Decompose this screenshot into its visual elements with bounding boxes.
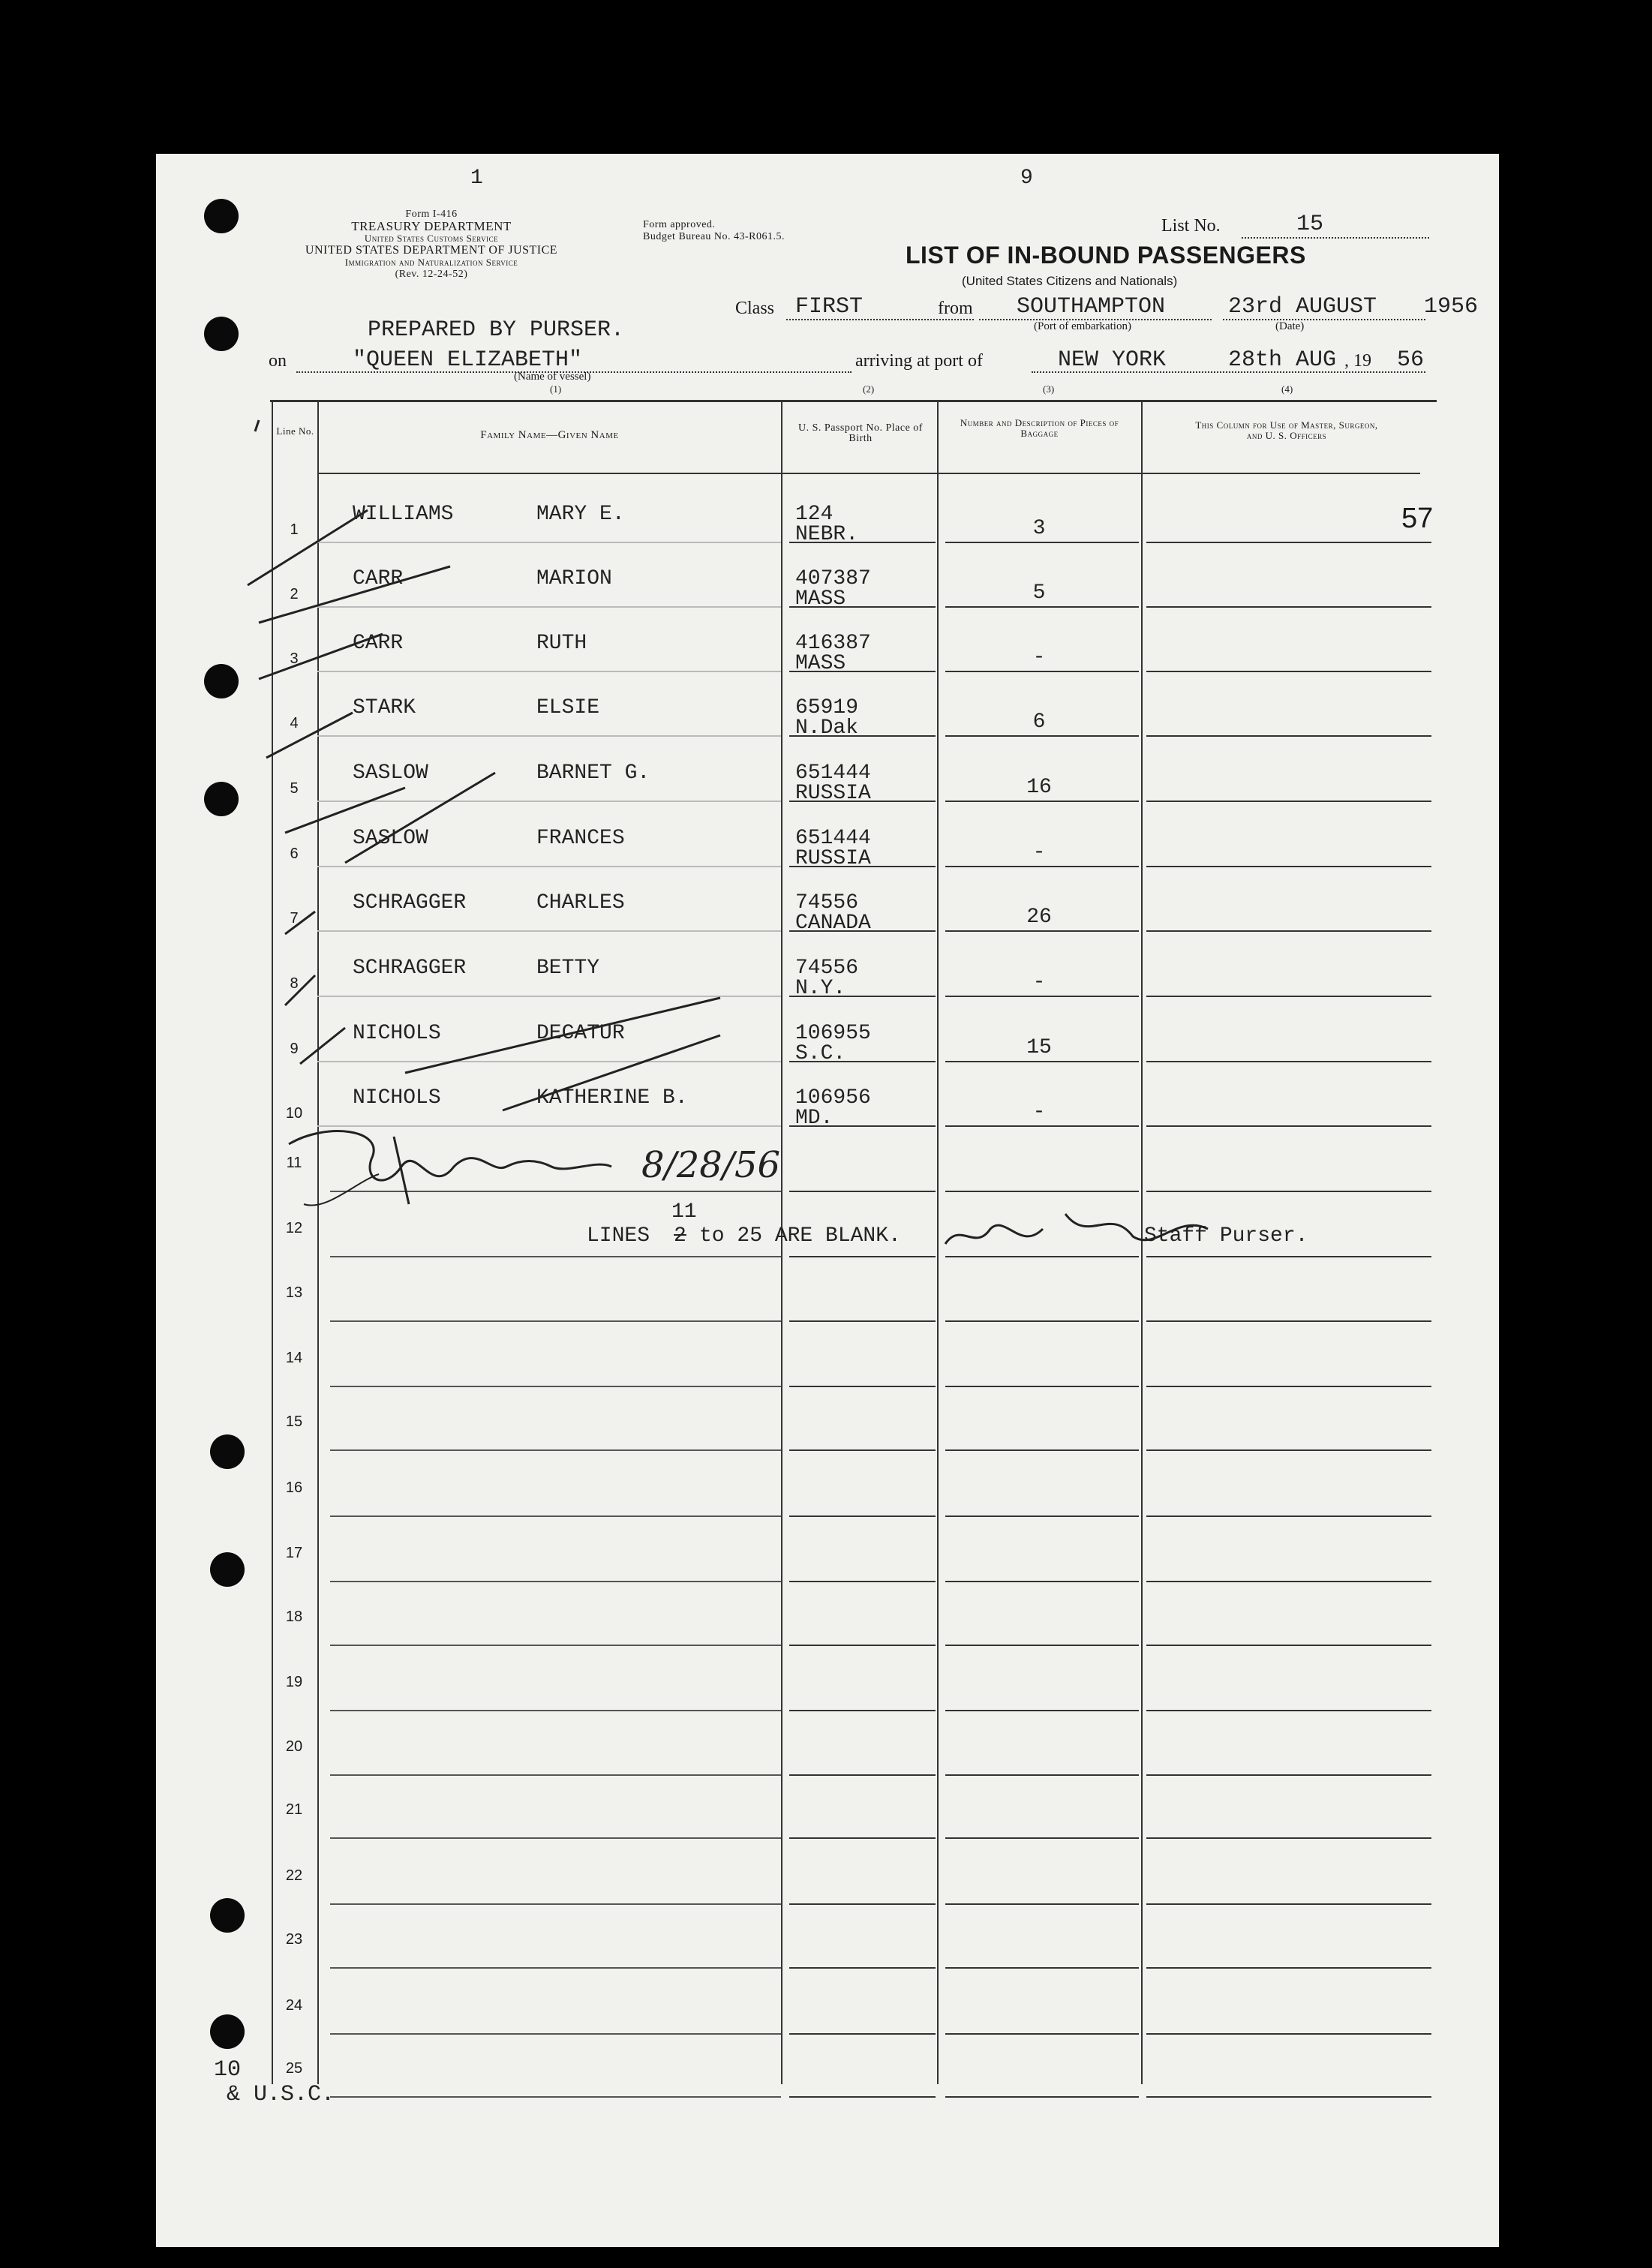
baggage-count: 5: [1032, 581, 1046, 605]
row-rule-baggage: [945, 996, 1139, 997]
given-name: CHARLES: [536, 891, 625, 915]
baggage-count: 15: [1026, 1036, 1052, 1059]
row-rule-baggage: [945, 671, 1139, 672]
row-rule-passport: [789, 1320, 936, 1322]
row-rule-officers: [1146, 866, 1431, 867]
passport-number: 651444: [795, 827, 871, 850]
baggage-count: -: [1032, 971, 1046, 994]
baggage-count: 16: [1026, 776, 1052, 799]
line-number: 21: [285, 1801, 303, 1818]
staff-purser-label: Staff Purser.: [1144, 1224, 1308, 1248]
line-number: 14: [285, 1350, 303, 1366]
row-rule-officers: [1146, 1449, 1431, 1451]
row-rule-officers: [1146, 1645, 1431, 1646]
col-num-4: (4): [1281, 383, 1293, 395]
baggage-count: 26: [1026, 906, 1052, 929]
line-number: 4: [290, 715, 299, 731]
top-mark: 9: [1020, 167, 1033, 190]
date-caption: (Date): [1275, 320, 1305, 332]
given-name: KATHERINE B.: [536, 1086, 688, 1110]
line-number: 2: [290, 586, 299, 602]
budget-bureau: Budget Bureau No. 43-R061.5.: [643, 231, 785, 242]
row-rule-baggage: [945, 2096, 1139, 2098]
table-top-rule: [270, 400, 1437, 402]
row-rule-passport: [789, 1967, 936, 1969]
row-rule-baggage: [945, 1320, 1139, 1322]
date-year: 1956: [1424, 294, 1479, 320]
col-header-name: Family Name—Given Name: [480, 429, 619, 441]
signature-date: 8/28/56: [641, 1144, 781, 1186]
col-header-passport: U. S. Passport No. Place of Birth: [798, 422, 923, 444]
row-rule-officers: [1146, 930, 1431, 932]
row-rule-name: [330, 1903, 781, 1905]
row-rule-passport: [789, 2096, 936, 2098]
given-name: ELSIE: [536, 696, 600, 719]
place-of-birth: RUSSIA: [795, 782, 871, 805]
passport-number: 74556: [795, 891, 859, 915]
row-rule-baggage: [945, 1645, 1139, 1646]
col-header-line: Line No.: [276, 425, 314, 437]
line-number: 7: [290, 910, 299, 927]
row-rule-officers: [1146, 1581, 1431, 1582]
row-rule-name: [330, 1256, 781, 1257]
row-rule-baggage: [945, 1386, 1139, 1387]
place-of-birth: MASS: [795, 587, 846, 611]
line-number: 22: [285, 1867, 303, 1884]
place-of-birth: CANADA: [795, 912, 871, 935]
col-header-baggage: Number and Description of Pieces of Baggage: [960, 417, 1119, 439]
punch-hole: [210, 1552, 245, 1587]
list-no-label: List No.: [1161, 216, 1221, 236]
row-rule-officers: [1146, 1837, 1431, 1839]
passport-number: 65919: [795, 696, 859, 719]
blank-lines-b: to 25 ARE BLANK.: [699, 1224, 901, 1248]
list-no-value: 15: [1296, 212, 1324, 237]
punch-hole: [204, 317, 239, 351]
row-rule-name: [317, 930, 781, 932]
justice-dept: UNITED STATES DEPARTMENT OF JUSTICE: [305, 244, 558, 257]
given-name: RUTH: [536, 632, 587, 655]
row-rule-name: [317, 671, 781, 672]
line-number: 9: [290, 1041, 299, 1057]
form-approved: Form approved.: [643, 219, 716, 230]
row-rule-name: [330, 1581, 781, 1582]
line-number: 20: [285, 1738, 303, 1755]
line-number: 6: [290, 846, 299, 862]
top-mark: 1: [470, 167, 483, 190]
line-correction: 11: [671, 1200, 697, 1224]
row-rule-baggage: [945, 2033, 1139, 2035]
family-name: SCHRAGGER: [353, 891, 467, 915]
row-rule-baggage: [945, 1967, 1139, 1969]
passport-number: 106956: [795, 1086, 871, 1110]
row-rule-passport: [789, 1903, 936, 1905]
row-rule-officers: [1146, 2096, 1431, 2098]
row-rule-passport: [789, 1645, 936, 1646]
given-name: BARNET G.: [536, 762, 650, 785]
blank-lines-struck: 2: [674, 1224, 686, 1248]
col-num-2: (2): [863, 383, 875, 395]
line-number: 3: [290, 650, 299, 667]
place-of-birth: NEBR.: [795, 523, 859, 546]
family-name: SASLOW: [353, 827, 428, 850]
treasury-dept: TREASURY DEPARTMENT: [351, 219, 512, 233]
vessel-caption: (Name of vessel): [514, 371, 591, 383]
row-rule-officers: [1146, 1967, 1431, 1969]
family-name: WILLIAMS: [353, 503, 454, 526]
line-number: 10: [285, 1105, 303, 1122]
row-rule-passport: [789, 2033, 936, 2035]
baggage-count: 3: [1032, 517, 1046, 540]
row-rule-name: [317, 801, 781, 802]
col-header-officers: This Column for Use of Master, Surgeon, and U. S. Officers: [1195, 419, 1378, 441]
row-rule-name: [330, 1774, 781, 1776]
line-number: 16: [285, 1479, 303, 1496]
passport-number: 106955: [795, 1022, 871, 1045]
passport-number: 74556: [795, 957, 859, 980]
given-name: DECATUR: [536, 1022, 625, 1045]
row-rule-baggage: [945, 801, 1139, 802]
from-label: from: [938, 299, 973, 318]
arrival-year: 56: [1397, 347, 1425, 373]
place-of-birth: RUSSIA: [795, 847, 871, 870]
punch-hole: [210, 1434, 245, 1469]
row-rule-baggage: [945, 1449, 1139, 1451]
form-title: LIST OF IN-BOUND PASSENGERS: [906, 242, 1306, 269]
line-number: 24: [285, 1997, 303, 2014]
place-of-birth: N.Dak: [795, 716, 859, 740]
row-rule-name: [317, 1061, 781, 1062]
family-name: CARR: [353, 632, 404, 655]
row-rule-officers: [1146, 801, 1431, 802]
line-number: 13: [285, 1284, 303, 1301]
row-rule-name: [330, 1516, 781, 1517]
row-rule-name: [330, 2033, 781, 2035]
row-rule-officers: [1146, 1320, 1431, 1322]
row-rule-passport: [789, 1256, 936, 1257]
row-rule-baggage: [945, 542, 1139, 543]
place-of-birth: N.Y.: [795, 977, 846, 1000]
punch-hole: [210, 1898, 245, 1933]
port-caption: (Port of embarkation): [1034, 320, 1131, 332]
row-rule-baggage: [945, 1125, 1139, 1127]
row-rule-name: [330, 1967, 781, 1969]
row-rule-baggage: [945, 866, 1139, 867]
row-rule-name: [330, 1386, 781, 1387]
family-name: NICHOLS: [353, 1086, 441, 1110]
place-of-birth: MD.: [795, 1107, 834, 1130]
passport-number: 407387: [795, 567, 871, 590]
arrival-date: 28th AUG: [1228, 347, 1337, 373]
vessel-name: "QUEEN ELIZABETH": [353, 347, 583, 373]
punch-hole: [204, 782, 239, 816]
line-number: 25: [285, 2060, 303, 2077]
on-label: on: [269, 351, 287, 371]
passport-number: 124: [795, 503, 834, 526]
family-name: NICHOLS: [353, 1022, 441, 1045]
row-rule-name: [317, 606, 781, 608]
row-rule-officers: [1146, 1386, 1431, 1387]
place-of-birth: MASS: [795, 652, 846, 675]
row-rule-baggage: [945, 735, 1139, 737]
line-number: 5: [290, 780, 299, 797]
row-rule-officers: [1146, 2033, 1431, 2035]
row-rule-name: [330, 1449, 781, 1451]
baggage-count: 6: [1032, 710, 1046, 734]
row-rule-officers: [1146, 996, 1431, 997]
row-rule-officers: [1146, 1774, 1431, 1776]
bottom-code: & U.S.C.: [227, 2082, 335, 2107]
row-rule-baggage: [945, 1837, 1139, 1839]
prepared-by: PREPARED BY PURSER.: [368, 317, 625, 343]
row-rule-officers: [1146, 1061, 1431, 1062]
punch-hole: [204, 664, 239, 698]
row-rule-officers: [1146, 671, 1431, 672]
row-rule-officers: [1146, 1516, 1431, 1517]
col-num-1: (1): [550, 383, 562, 395]
row-rule-baggage: [945, 606, 1139, 608]
given-name: FRANCES: [536, 827, 625, 850]
row-rule-name: [317, 735, 781, 737]
row-rule-passport: [789, 1774, 936, 1776]
col-num-3: (3): [1043, 383, 1055, 395]
row-rule-baggage: [945, 930, 1139, 932]
arrival-year-prefix: , 19: [1344, 351, 1371, 371]
bottom-count: 10: [214, 2057, 242, 2083]
row-rule-baggage: [945, 1710, 1139, 1711]
row-rule-baggage: [945, 1516, 1139, 1517]
date-value: 23rd AUGUST: [1228, 294, 1377, 320]
punch-hole: [210, 2014, 245, 2049]
line-number: 18: [285, 1609, 303, 1625]
class-value: FIRST: [795, 294, 864, 320]
signature: [281, 1114, 897, 1234]
agency-block: [263, 209, 600, 281]
row-rule-officers: [1146, 1125, 1431, 1127]
line-number: 19: [285, 1674, 303, 1690]
punch-hole: [204, 199, 239, 233]
col-divider-line: [317, 400, 319, 2084]
baggage-count: -: [1032, 646, 1046, 669]
margin-note: 57: [1401, 503, 1434, 534]
customs-service: United States Customs Service: [364, 233, 499, 244]
revision: (Rev. 12-24-52): [395, 269, 468, 280]
line-number: 15: [285, 1413, 303, 1430]
given-name: BETTY: [536, 957, 600, 980]
form-subtitle: (United States Citizens and Nationals): [962, 274, 1178, 288]
header-bottom-rule: [317, 473, 1420, 474]
line-number: 1: [290, 521, 299, 538]
baggage-count: -: [1032, 841, 1046, 864]
row-rule-officers: [1146, 1903, 1431, 1905]
row-rule-baggage: [945, 1903, 1139, 1905]
row-rule-name: [330, 1710, 781, 1711]
arriving-label: arriving at port of: [855, 351, 983, 371]
class-label: Class: [735, 299, 775, 318]
row-rule-officers: [1146, 1710, 1431, 1711]
passport-number: 651444: [795, 762, 871, 785]
row-rule-passport: [789, 1386, 936, 1387]
line-number: 11: [286, 1155, 302, 1171]
row-rule-baggage: [945, 1581, 1139, 1582]
given-name: MARION: [536, 567, 612, 590]
place-of-birth: S.C.: [795, 1042, 846, 1065]
row-rule-name: [317, 996, 781, 997]
row-rule-name: [330, 1645, 781, 1646]
row-rule-passport: [789, 1710, 936, 1711]
row-rule-passport: [789, 1837, 936, 1839]
row-rule-officers: [1146, 1191, 1431, 1192]
row-rule-passport: [789, 1449, 936, 1451]
family-name: SASLOW: [353, 762, 428, 785]
row-rule-name: [330, 2096, 781, 2098]
family-name: SCHRAGGER: [353, 957, 467, 980]
line-number: 23: [285, 1931, 303, 1948]
line-number: 12: [285, 1220, 303, 1236]
family-name: STARK: [353, 696, 416, 719]
ins: Immigration and Naturalization Service: [344, 257, 518, 268]
blank-lines-a: LINES: [587, 1224, 650, 1248]
row-rule-baggage: [945, 1774, 1139, 1776]
list-no-line: [1242, 237, 1429, 239]
row-rule-baggage: [945, 1061, 1139, 1062]
row-rule-officers: [1146, 735, 1431, 737]
row-rule-baggage: [945, 1191, 1139, 1192]
arrival-port: NEW YORK: [1058, 347, 1167, 373]
baggage-count: -: [1032, 1101, 1046, 1124]
family-name: CARR: [353, 567, 404, 590]
line-number: 8: [290, 975, 299, 992]
table-left-border: [272, 400, 273, 2084]
row-rule-officers: [1146, 606, 1431, 608]
row-rule-passport: [789, 1516, 936, 1517]
approval-block: [643, 219, 785, 243]
passport-number: 416387: [795, 632, 871, 655]
row-rule-name: [317, 542, 781, 543]
line-number: 17: [285, 1545, 303, 1561]
row-rule-passport: [789, 1581, 936, 1582]
row-rule-name: [330, 1837, 781, 1839]
from-value: SOUTHAMPTON: [1017, 294, 1166, 320]
form-number: Form I-416: [405, 209, 458, 220]
row-rule-name: [330, 1320, 781, 1322]
given-name: MARY E.: [536, 503, 625, 526]
row-rule-name: [317, 866, 781, 867]
row-rule-officers: [1146, 542, 1431, 543]
